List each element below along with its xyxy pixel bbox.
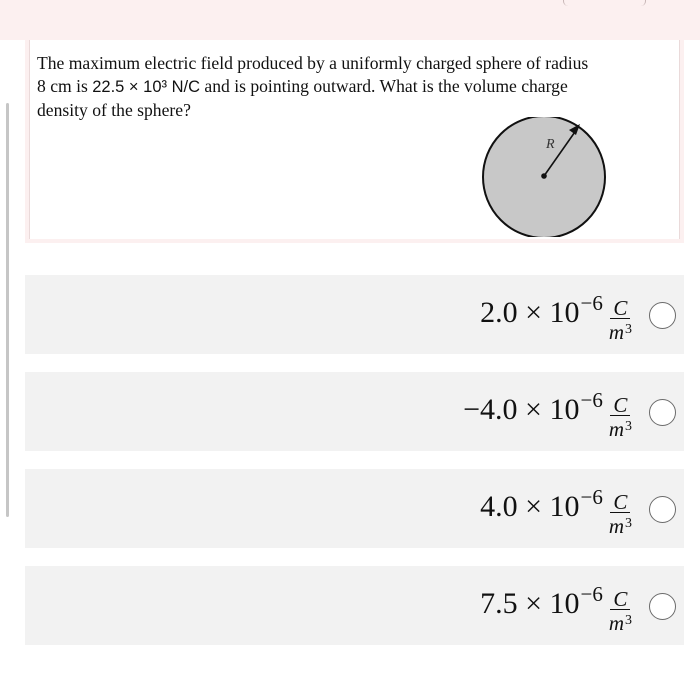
unit-denominator-exponent: 3 (625, 322, 632, 337)
option-value (480, 582, 632, 635)
question-line-1: The maximum electric field produced by a uniformly charged sphere of radius (37, 53, 589, 73)
unit-denominator (609, 319, 632, 343)
center-dot (541, 173, 547, 179)
scrollbar[interactable] (6, 103, 9, 517)
unit-denominator-base: m (608, 320, 624, 344)
header-paren-left (563, 0, 568, 6)
option-exponent: −6 (580, 388, 603, 412)
question-line-2a: 8 cm is (37, 76, 93, 96)
unit-numerator: C (610, 492, 630, 513)
unit-denominator-exponent: 3 (625, 419, 632, 434)
question-body (29, 40, 680, 239)
header-paren-right (641, 0, 646, 6)
radio-button[interactable] (649, 399, 676, 426)
question-line-2b: and is pointing outward. What is the volume charge (200, 76, 568, 96)
unit-denominator-exponent: 3 (625, 516, 632, 531)
unit-numerator: C (610, 298, 630, 319)
radio-button[interactable] (649, 302, 676, 329)
unit-fraction (609, 298, 632, 343)
unit-denominator-base: m (608, 611, 624, 635)
unit-fraction (609, 589, 632, 634)
question-text (37, 52, 667, 122)
unit-denominator (609, 610, 632, 634)
option-value (480, 485, 632, 538)
header-band (0, 0, 700, 40)
option-exponent: −6 (580, 485, 603, 509)
option-exponent: −6 (580, 582, 603, 606)
option-coefficient: 4.0 × 10 (480, 490, 580, 523)
unit-numerator: C (610, 395, 630, 416)
radius-label: R (546, 137, 555, 152)
unit-numerator: C (610, 589, 630, 610)
question-line-3: density of the sphere? (37, 100, 191, 120)
option-value (480, 291, 632, 344)
answer-option-1[interactable] (25, 275, 684, 354)
radio-button[interactable] (649, 496, 676, 523)
answer-option-3[interactable] (25, 469, 684, 548)
option-exponent: −6 (580, 291, 603, 315)
answer-option-4[interactable] (25, 566, 684, 645)
option-coefficient: 2.0 × 10 (480, 296, 580, 329)
unit-denominator-exponent: 3 (625, 613, 632, 628)
question-field-value: 22.5 × 10³ N/C (92, 78, 200, 96)
unit-denominator-base: m (608, 514, 624, 538)
option-coefficient: 7.5 × 10 (480, 587, 580, 620)
question-card (25, 40, 684, 243)
answer-option-2[interactable] (25, 372, 684, 451)
option-value (463, 388, 632, 441)
radio-button[interactable] (649, 593, 676, 620)
unit-fraction (609, 492, 632, 537)
sphere-figure (479, 117, 609, 237)
unit-denominator (609, 416, 632, 440)
option-coefficient: −4.0 × 10 (463, 393, 580, 426)
unit-denominator-base: m (608, 417, 624, 441)
unit-fraction (609, 395, 632, 440)
unit-denominator (609, 513, 632, 537)
